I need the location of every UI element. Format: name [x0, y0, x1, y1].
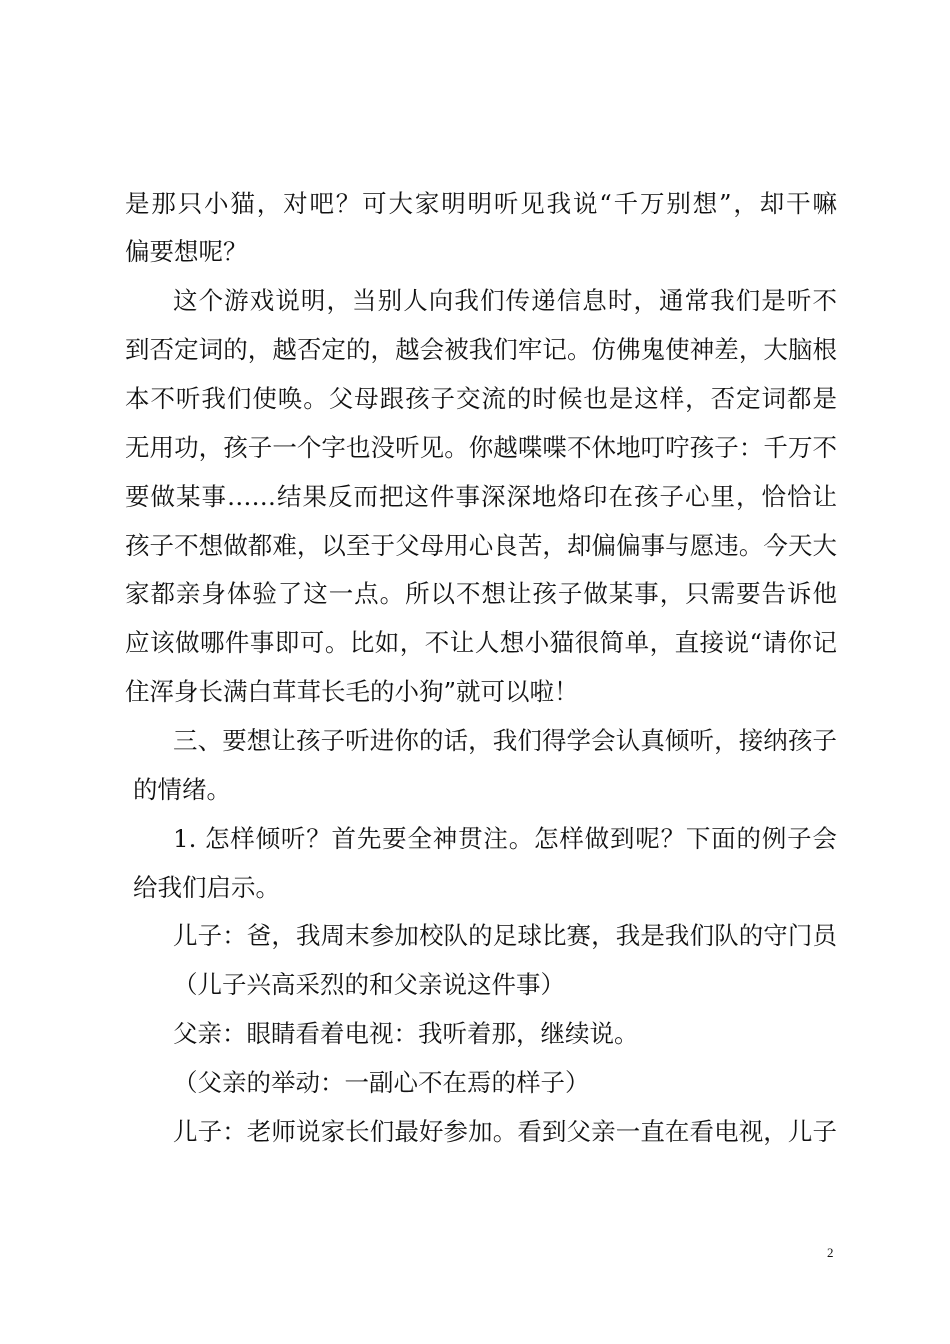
text-line-19: （父亲的举动：一副心不在焉的样子）: [173, 1068, 590, 1097]
text-line-15: 给我们启示。: [133, 873, 280, 902]
text-line-5: 本不听我们使唤。父母跟孩子交流的时候也是这样，否定词都是: [125, 384, 837, 413]
text-line-13: 的情绪。: [133, 775, 231, 804]
text-line-14: 1. 怎样倾听？首先要全神贯注。怎样做到呢？下面的例子会: [173, 824, 837, 853]
page-number: 2: [827, 1245, 834, 1260]
text-line-6: 无用功，孩子一个字也没听见。你越喋喋不休地叮咛孩子：千万不: [125, 433, 837, 462]
text-line-17: （儿子兴高采烈的和父亲说这件事）: [173, 970, 565, 999]
text-line-12: 三、要想让孩子听进你的话，我们得学会认真倾听，接纳孩子: [173, 726, 837, 755]
text-line-18: 父亲：眼睛看着电视：我听着那，继续说。: [173, 1019, 639, 1048]
text-line-11: 住浑身长满白茸茸长毛的小狗”就可以啦！: [125, 677, 579, 706]
text-line-1: 是那只小猫，对吧？可大家明明听见我说“千万别想”，却干嘛: [125, 189, 837, 218]
text-line-8: 孩子不想做都难，以至于父母用心良苦，却偏偏事与愿违。今天大: [125, 531, 837, 560]
text-line-3: 这个游戏说明，当别人向我们传递信息时，通常我们是听不: [173, 286, 837, 315]
text-line-10: 应该做哪件事即可。比如，不让人想小猫很简单，直接说“请你记: [125, 628, 837, 657]
text-line-7: 要做某事……结果反而把这件事深深地烙印在孩子心里，恰恰让: [125, 482, 837, 511]
text-line-4: 到否定词的，越否定的，越会被我们牢记。仿佛鬼使神差，大脑根: [125, 335, 837, 364]
text-line-2: 偏要想呢？: [125, 237, 248, 266]
text-line-16: 儿子：爸，我周末参加校队的足球比赛，我是我们队的守门员: [173, 921, 837, 950]
text-line-9: 家都亲身体验了这一点。所以不想让孩子做某事，只需要告诉他: [125, 579, 837, 608]
text-line-20: 儿子：老师说家长们最好参加。看到父亲一直在看电视，儿子: [173, 1117, 837, 1146]
